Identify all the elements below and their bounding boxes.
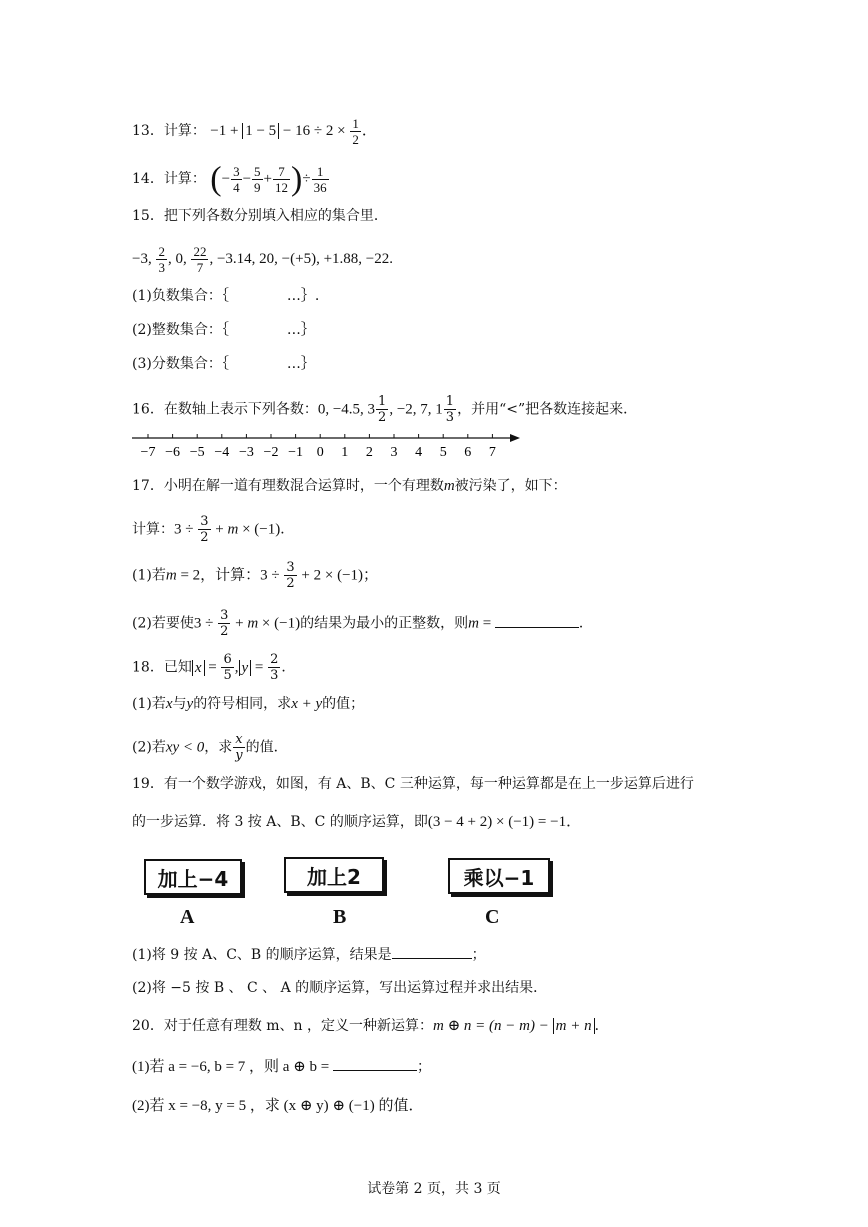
denominator: 3 [270, 668, 279, 683]
box-letter-c: C [485, 906, 500, 928]
abs-value: m + n [553, 1018, 595, 1034]
question-20 [132, 1016, 609, 1036]
denominator: 2 [200, 530, 209, 545]
numerator: 5 [254, 164, 261, 179]
question-number: 17． [132, 478, 164, 494]
question-number: 15． [132, 208, 164, 224]
denominator: 7 [196, 260, 204, 275]
fraction [350, 116, 361, 147]
tick-label: 2 [365, 445, 373, 460]
numerator: 1 [312, 164, 329, 180]
variable: y [186, 696, 194, 712]
expression: (3 − 4 + 2) × (−1) = −1． [427, 814, 582, 830]
set-fraction [132, 354, 315, 374]
question-text: ，求 [204, 739, 233, 756]
set-integer [132, 320, 315, 340]
question-text: 的符号相同，求 [193, 696, 292, 712]
denominator: 2 [378, 410, 387, 425]
denominator: 3 [158, 260, 165, 275]
fraction [191, 244, 208, 275]
part-label: (1)若 [132, 696, 166, 712]
part-label: (2)若 [132, 739, 166, 756]
tick-label: −7 [140, 445, 156, 460]
number-line [128, 428, 528, 462]
numerator: 1 [445, 394, 455, 409]
q19-part1 [132, 944, 486, 965]
box-letter-a: A [180, 906, 195, 928]
question-13 [132, 116, 377, 147]
expr-part: + [211, 521, 228, 538]
fraction [156, 244, 167, 275]
fraction [233, 732, 244, 763]
tick-label: −3 [238, 445, 254, 460]
operation-box-a [144, 859, 242, 895]
expression [210, 160, 329, 198]
expression: xy < 0 [165, 739, 205, 756]
numerator: 6 [223, 652, 232, 667]
question-17 [132, 476, 567, 496]
op: = [204, 659, 221, 676]
numerator: 22 [193, 244, 207, 259]
q17-calc [132, 514, 294, 545]
expression: m ⊕ n = (n − m) − [433, 1018, 553, 1034]
variable: m [227, 521, 239, 538]
axis-arrow [510, 434, 520, 442]
tick-label: 3 [390, 445, 398, 460]
question-text: 被污染了，如下： [454, 478, 567, 494]
question-number: 13． [132, 122, 164, 139]
expr-part: = 2，计算： [176, 567, 261, 584]
tick-label: −5 [189, 445, 205, 460]
box-label: 加上−4 [157, 866, 229, 891]
expr-part: , −2, 7, 1 [389, 401, 443, 418]
question-text: 在数轴上表示下列各数： [163, 401, 318, 418]
expr-part: + [231, 615, 248, 632]
numerator: 3 [200, 514, 209, 529]
q20-part1 [132, 1056, 431, 1077]
paren-open: ( [210, 160, 222, 198]
question-text: 的一步运算．将 3 按 A、B、C 的顺序运算，即 [132, 814, 428, 830]
denominator: y [235, 748, 243, 763]
question-19 [132, 774, 694, 794]
question-14 [132, 160, 330, 198]
question-text: 的结果为最小的正整数，则 [300, 615, 469, 632]
tick-label: 1 [341, 445, 349, 460]
box-letter-b: B [333, 906, 347, 928]
expr-part: = [478, 615, 495, 632]
op: ÷ [302, 170, 311, 187]
op: − [242, 170, 252, 187]
numerator: x [233, 732, 244, 748]
q19-line2 [132, 812, 581, 832]
fraction [231, 164, 242, 195]
expr-part: × (−1) [238, 521, 281, 538]
denominator: 4 [233, 180, 240, 195]
punct: ． [280, 521, 295, 538]
label: 计算： [163, 170, 206, 187]
numerator: 3 [286, 560, 295, 575]
part-label: (1)若 [132, 567, 166, 584]
question-text: (2)若 x = −8, y = 5 ，求 (x ⊕ y) ⊕ (−1) 的值． [132, 1098, 424, 1114]
question-text: (1)将 9 按 A、C、B 的顺序运算，结果是 [132, 947, 392, 963]
fraction [268, 652, 280, 683]
tick-label: 4 [415, 445, 423, 460]
denominator: 12 [275, 180, 289, 195]
question-text: 有一个数学游戏，如图，有 A、B、C 三种运算，每一种运算都是在上一步运算后进行 [163, 776, 694, 792]
question-text: (2)将 −5 按 B 、 C 、 A 的顺序运算，写出运算过程并求出结果． [132, 980, 548, 996]
numerator: 3 [220, 608, 229, 623]
denominator: 36 [313, 180, 327, 195]
expression [210, 116, 377, 147]
tick-label: −1 [288, 445, 304, 460]
number-list [132, 244, 393, 275]
numerator: 7 [273, 164, 290, 180]
expr-part: −1 + [210, 122, 243, 139]
tick-label: 5 [439, 445, 447, 460]
expr-part: 3 ÷ [174, 521, 198, 538]
denominator: 5 [223, 668, 232, 683]
denominator: 9 [254, 180, 261, 195]
expr-part: −3, [132, 250, 156, 267]
q19-part2 [132, 978, 547, 998]
punct: ； [471, 947, 486, 963]
tick-label: −4 [214, 445, 230, 460]
label: 计算： [132, 521, 174, 538]
op: − [221, 170, 231, 187]
numerator: 2 [158, 244, 165, 259]
operation-box-c [448, 858, 550, 894]
page-footer: 试卷第 2 页，共 3 页 [367, 1181, 501, 1197]
denominator: 3 [445, 410, 455, 425]
tick-label: −6 [165, 445, 181, 460]
expr-part: 3 ÷ [260, 567, 284, 584]
expr-part: 0, −4.5, 3 [317, 401, 376, 418]
question-text: 的值． [245, 739, 288, 756]
fraction [284, 560, 296, 591]
abs-value: x [192, 660, 205, 676]
punct: ． [594, 1018, 609, 1034]
q20-part2 [132, 1096, 423, 1116]
question-15 [132, 206, 388, 226]
expr-part: − 16 ÷ 2 × [279, 122, 350, 139]
set-label: (3)分数集合：｛ [132, 356, 229, 372]
set-label: (1)负数集合：｛ [132, 288, 229, 304]
variable: m [468, 615, 479, 632]
abs-value: 1 − 5 [242, 123, 279, 139]
answer-blank[interactable] [495, 613, 579, 628]
question-number: 16． [132, 401, 164, 418]
expr-part: , −3.14, 20, −(+5), +1.88, −22. [209, 250, 394, 267]
question-text: (1)若 a = −6, b = 7 ，则 a ⊕ b = [132, 1059, 333, 1075]
q18-part1 [132, 694, 364, 714]
expr-part: + 2 × (−1)； [297, 567, 379, 584]
variable: x [165, 696, 173, 712]
fraction [312, 164, 329, 195]
fraction [444, 394, 456, 425]
question-text: 对于任意有理数 m、n ，定义一种新运算： [163, 1018, 434, 1034]
expr-part: × (−1) [258, 615, 301, 632]
set-end: …｝ [286, 322, 315, 338]
question-number: 18． [132, 659, 164, 676]
punct: , [234, 659, 239, 676]
fraction [218, 608, 230, 639]
numerator: 3 [233, 164, 240, 179]
fraction [252, 164, 263, 195]
question-text: 小明在解一道有理数混合运算时，一个有理数 [163, 478, 444, 494]
denominator: 2 [286, 576, 295, 591]
punct: ． [361, 122, 377, 139]
fraction [198, 514, 210, 545]
set-end: …｝. [286, 288, 320, 304]
punct: ． [578, 615, 593, 632]
part-label: (2)若要使 [132, 615, 194, 632]
variable: m [247, 615, 259, 632]
set-label: (2)整数集合：｛ [132, 322, 229, 338]
op: = [251, 659, 268, 676]
tick-label: 7 [488, 445, 496, 460]
expression: x + y [291, 696, 323, 712]
question-text: 的值； [322, 696, 365, 712]
tick-label: 0 [316, 445, 324, 460]
paren-close: ) [291, 160, 303, 198]
question-number: 20． [132, 1018, 164, 1034]
tick-label: 6 [464, 445, 472, 460]
numerator: 1 [378, 394, 387, 409]
q17-part1 [132, 560, 378, 591]
numerator: 2 [270, 652, 279, 667]
question-text: 把下列各数分别填入相应的集合里． [163, 208, 388, 224]
box-label: 乘以−1 [463, 865, 535, 890]
q18-part2 [132, 732, 288, 763]
punct: ； [416, 1059, 431, 1075]
box-label: 加上2 [307, 864, 361, 889]
q17-part2 [132, 608, 593, 639]
punct: ． [281, 659, 296, 676]
question-18 [132, 652, 295, 683]
answer-blank[interactable] [392, 944, 472, 959]
variable: m [443, 478, 455, 494]
expr-part: 3 ÷ [193, 615, 218, 632]
set-negative [132, 286, 319, 306]
numerator: 1 [352, 116, 359, 131]
fraction [273, 164, 290, 195]
fraction [376, 394, 388, 425]
question-text: ，并用“<”把各数连接起来． [457, 401, 638, 418]
set-end: …｝ [286, 356, 315, 372]
question-16 [132, 394, 637, 425]
fraction [221, 652, 233, 683]
expr-part: , 0, [167, 250, 191, 267]
question-text: 与 [172, 696, 187, 712]
variable: m [165, 567, 177, 584]
op: + [263, 170, 273, 187]
denominator: 2 [220, 624, 229, 639]
tick-label: −2 [263, 445, 279, 460]
answer-blank[interactable] [333, 1056, 417, 1071]
operation-box-b [284, 857, 384, 893]
abs-value: y [239, 660, 252, 676]
question-number: 14． [132, 170, 164, 187]
question-text: 已知 [163, 659, 192, 676]
question-number: 19． [132, 776, 164, 792]
label: 计算： [163, 122, 206, 139]
denominator: 2 [352, 132, 359, 147]
